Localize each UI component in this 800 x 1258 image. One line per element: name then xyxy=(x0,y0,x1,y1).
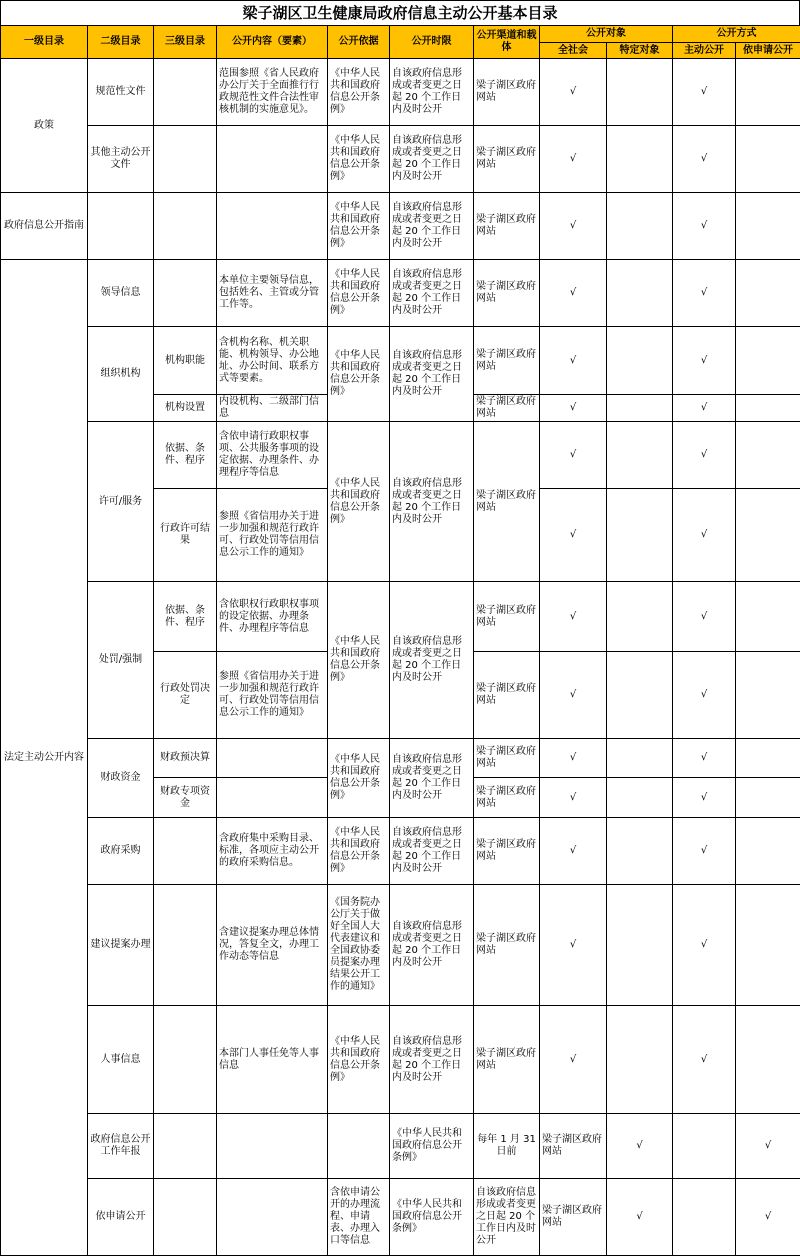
cell-channel: 梁子湖区政府网站 xyxy=(540,1114,607,1179)
table-row xyxy=(1,582,800,652)
cell-empty xyxy=(736,582,800,652)
cell-empty xyxy=(607,652,673,739)
cell-basis: 《中华人民共和国政府信息公开条例》 xyxy=(390,1179,474,1256)
cell-content: 参照《省信用办关于进一步加强和规范行政许可、行政处罚等信用信息公示工作的通知》 xyxy=(217,652,328,739)
header-method-active: 主动公开 xyxy=(673,43,736,59)
cell-content: 本部门人事任免等人事信息 xyxy=(217,1006,328,1114)
cell-time: 自该政府信息形成或者变更之日起 20 个工作日内及时公开 xyxy=(390,739,474,818)
header-object: 公开对象 xyxy=(540,26,673,43)
catalog-table xyxy=(0,25,800,1256)
cell-time: 自该政府信息形成或者变更之日起 20 个工作日内及时公开 xyxy=(390,126,474,193)
cell-content: 范围参照《省人民政府办公厅关于全面推行行政规范性文件合法性审核机制的实施意见》。 xyxy=(217,59,328,126)
table-row xyxy=(1,1114,800,1179)
check-mark: √ xyxy=(673,489,736,582)
cell-empty xyxy=(607,59,673,126)
header-basis: 公开依据 xyxy=(328,26,390,59)
cell-l3 xyxy=(154,59,217,126)
table-row xyxy=(1,818,800,885)
cell-time: 自该政府信息形成或者变更之日起 20 个工作日内及时公开 xyxy=(474,1179,540,1256)
cell-l2: 规范性文件 xyxy=(88,59,154,126)
cell-l3 xyxy=(154,818,217,885)
header-object-all: 全社会 xyxy=(540,43,607,59)
cell-content: 含依申请行政职权事项、公共服务事项的设定依据、办理条件、办理程序等信息 xyxy=(217,422,328,489)
cell-channel: 梁子湖区政府网站 xyxy=(540,1179,607,1256)
check-mark: √ xyxy=(673,1006,736,1114)
table-row xyxy=(1,1006,800,1114)
cell-empty xyxy=(607,778,673,818)
check-mark: √ xyxy=(673,739,736,778)
cell-empty xyxy=(736,818,800,885)
cell-basis: 《中华人民共和国政府信息公开条例》 xyxy=(328,327,390,422)
check-mark: √ xyxy=(540,582,607,652)
cell-basis: 《中华人民共和国政府信息公开条例》 xyxy=(390,1114,474,1179)
cell-empty xyxy=(736,739,800,778)
check-mark: √ xyxy=(540,652,607,739)
cell-time: 自该政府信息形成或者变更之日起 20 个工作日内及时公开 xyxy=(390,818,474,885)
cell-l2: 组织机构 xyxy=(88,327,154,422)
cell-l1: 法定主动公开内容 xyxy=(1,260,88,1256)
cell-l3: 依据、条件、程序 xyxy=(154,422,217,489)
cell-l3 xyxy=(154,885,217,1006)
cell-channel: 梁子湖区政府网站 xyxy=(474,327,540,395)
cell-basis: 《中华人民共和国政府信息公开条例》 xyxy=(328,422,390,582)
cell-empty xyxy=(736,885,800,1006)
cell-empty xyxy=(607,193,673,260)
cell-l3 xyxy=(154,260,217,327)
cell-basis: 《中华人民共和国政府信息公开条例》 xyxy=(328,193,390,260)
cell-empty xyxy=(736,1006,800,1114)
cell-content xyxy=(217,126,328,193)
cell-empty xyxy=(736,489,800,582)
cell-content xyxy=(217,778,328,818)
cell-l3: 机构职能 xyxy=(154,327,217,395)
cell-empty xyxy=(607,126,673,193)
cell-l2: 领导信息 xyxy=(88,260,154,327)
check-mark: √ xyxy=(540,126,607,193)
check-mark: √ xyxy=(540,739,607,778)
check-mark: √ xyxy=(673,193,736,260)
cell-l3: 财政预决算 xyxy=(154,739,217,778)
check-mark: √ xyxy=(540,778,607,818)
table-row xyxy=(1,260,800,327)
cell-channel: 梁子湖区政府网站 xyxy=(474,1006,540,1114)
check-mark: √ xyxy=(673,885,736,1006)
cell-empty xyxy=(736,778,800,818)
cell-empty xyxy=(607,582,673,652)
cell-l2: 人事信息 xyxy=(88,1006,154,1114)
cell-empty xyxy=(607,422,673,489)
table-row xyxy=(1,327,800,395)
cell-time: 自该政府信息形成或者变更之日起 20 个工作日内及时公开 xyxy=(390,260,474,327)
cell-l3 xyxy=(154,193,217,260)
cell-time: 自该政府信息形成或者变更之日起 20 个工作日内及时公开 xyxy=(390,59,474,126)
cell-empty xyxy=(673,1179,736,1256)
check-mark: √ xyxy=(673,582,736,652)
cell-channel: 梁子湖区政府网站 xyxy=(474,818,540,885)
cell-content xyxy=(328,1114,390,1179)
cell-content: 参照《省信用办关于进一步加强和规范行政许可、行政处罚等信用信息公示工作的通知》 xyxy=(217,489,328,582)
check-mark: √ xyxy=(673,126,736,193)
check-mark: √ xyxy=(673,59,736,126)
cell-time: 每年 1 月 31 日前 xyxy=(474,1114,540,1179)
cell-empty xyxy=(607,739,673,778)
check-mark: √ xyxy=(540,489,607,582)
cell-l1: 政府信息公开指南 xyxy=(1,193,88,260)
cell-content: 含依申请公开的办理流程、申请表、办理入口等信息 xyxy=(328,1179,390,1256)
cell-empty xyxy=(607,885,673,1006)
table-row xyxy=(1,193,800,260)
check-mark: √ xyxy=(673,395,736,422)
cell-channel: 梁子湖区政府网站 xyxy=(474,778,540,818)
check-mark: √ xyxy=(673,818,736,885)
check-mark: √ xyxy=(540,327,607,395)
cell-empty xyxy=(607,1006,673,1114)
header-l3: 三级目录 xyxy=(154,26,217,59)
cell-content: 含建议提案办理总体情况，答复全文，办理工作动态等信息 xyxy=(217,885,328,1006)
cell-basis: 《国务院办公厅关于做好全国人大代表建议和全国政协委员提案办理结果公开工作的通知》 xyxy=(328,885,390,1006)
cell-l2 xyxy=(154,1179,217,1256)
cell-l3 xyxy=(154,1006,217,1114)
cell-l2: 许可/服务 xyxy=(88,422,154,582)
check-mark: √ xyxy=(540,395,607,422)
header-channel: 公开渠道和载体 xyxy=(474,26,540,59)
table-row xyxy=(1,885,800,1006)
cell-l3 xyxy=(217,1114,328,1179)
check-mark: √ xyxy=(736,1179,800,1256)
cell-empty xyxy=(607,260,673,327)
cell-basis: 《中华人民共和国政府信息公开条例》 xyxy=(328,260,390,327)
header-l1: 一级目录 xyxy=(1,26,88,59)
cell-empty xyxy=(736,652,800,739)
cell-empty xyxy=(736,193,800,260)
check-mark: √ xyxy=(540,193,607,260)
cell-time: 自该政府信息形成或者变更之日起 20 个工作日内及时公开 xyxy=(390,885,474,1006)
cell-empty xyxy=(736,395,800,422)
cell-content: 含政府集中采购目录、标准，各项应主动公开的政府采购信息。 xyxy=(217,818,328,885)
cell-l2 xyxy=(154,1114,217,1179)
table-row xyxy=(1,422,800,489)
cell-l3 xyxy=(217,1179,328,1256)
cell-time: 自该政府信息形成或者变更之日起 20 个工作日内及时公开 xyxy=(390,193,474,260)
header-time: 公开时限 xyxy=(390,26,474,59)
header-method: 公开方式 xyxy=(673,26,800,43)
check-mark: √ xyxy=(540,885,607,1006)
cell-l3: 行政许可结果 xyxy=(154,489,217,582)
check-mark: √ xyxy=(673,778,736,818)
cell-channel: 梁子湖区政府网站 xyxy=(474,422,540,582)
cell-empty xyxy=(736,260,800,327)
cell-l3: 机构设置 xyxy=(154,395,217,422)
cell-l3 xyxy=(154,126,217,193)
cell-empty xyxy=(607,395,673,422)
check-mark: √ xyxy=(540,260,607,327)
header-row xyxy=(1,26,800,43)
cell-l2: 其他主动公开文件 xyxy=(88,126,154,193)
cell-empty xyxy=(736,422,800,489)
cell-time: 自该政府信息形成或者变更之日起 20 个工作日内及时公开 xyxy=(390,582,474,739)
page-title: 梁子湖区卫生健康局政府信息主动公开基本目录 xyxy=(0,0,800,25)
check-mark: √ xyxy=(736,1114,800,1179)
cell-time: 自该政府信息形成或者变更之日起 20 个工作日内及时公开 xyxy=(390,422,474,582)
cell-l3: 依据、条件、程序 xyxy=(154,582,217,652)
cell-empty xyxy=(736,327,800,395)
cell-empty xyxy=(673,1114,736,1179)
check-mark: √ xyxy=(540,1006,607,1114)
header-object-specific: 特定对象 xyxy=(607,43,673,59)
cell-channel: 梁子湖区政府网站 xyxy=(474,885,540,1006)
cell-l3: 行政处罚决定 xyxy=(154,652,217,739)
cell-time: 自该政府信息形成或者变更之日起 20 个工作日内及时公开 xyxy=(390,1006,474,1114)
cell-empty xyxy=(607,818,673,885)
check-mark: √ xyxy=(673,422,736,489)
header-l2: 二级目录 xyxy=(88,26,154,59)
cell-basis: 《中华人民共和国政府信息公开条例》 xyxy=(328,739,390,818)
cell-l2 xyxy=(88,193,154,260)
cell-content: 内设机构、二级部门信息 xyxy=(217,395,328,422)
check-mark: √ xyxy=(607,1114,673,1179)
cell-channel: 梁子湖区政府网站 xyxy=(474,395,540,422)
table-row xyxy=(1,59,800,126)
cell-l2: 政府采购 xyxy=(88,818,154,885)
check-mark: √ xyxy=(540,818,607,885)
cell-channel: 梁子湖区政府网站 xyxy=(474,582,540,652)
table-row xyxy=(1,739,800,778)
cell-channel: 梁子湖区政府网站 xyxy=(474,739,540,778)
cell-basis: 《中华人民共和国政府信息公开条例》 xyxy=(328,59,390,126)
cell-basis: 《中华人民共和国政府信息公开条例》 xyxy=(328,818,390,885)
cell-l1: 政策 xyxy=(1,59,88,193)
cell-l3: 财政专项资金 xyxy=(154,778,217,818)
cell-l1: 依申请公开 xyxy=(88,1179,154,1256)
cell-l2: 财政资金 xyxy=(88,739,154,818)
cell-content: 含机构名称、机关职能、机构领导、办公地址、办公时间、联系方式等要素。 xyxy=(217,327,328,395)
cell-channel: 梁子湖区政府网站 xyxy=(474,126,540,193)
cell-empty xyxy=(607,489,673,582)
cell-content xyxy=(217,193,328,260)
check-mark: √ xyxy=(673,652,736,739)
cell-l2: 建议提案办理 xyxy=(88,885,154,1006)
cell-time: 自该政府信息形成或者变更之日起 20 个工作日内及时公开 xyxy=(390,327,474,422)
cell-channel: 梁子湖区政府网站 xyxy=(474,260,540,327)
cell-l1: 政府信息公开工作年报 xyxy=(88,1114,154,1179)
check-mark: √ xyxy=(540,422,607,489)
cell-empty xyxy=(607,327,673,395)
cell-empty xyxy=(736,126,800,193)
table-row xyxy=(1,1179,800,1256)
cell-basis: 《中华人民共和国政府信息公开条例》 xyxy=(328,1006,390,1114)
cell-l2: 处罚/强制 xyxy=(88,582,154,739)
cell-content: 本单位主要领导信息，包括姓名、主管或分管工作等。 xyxy=(217,260,328,327)
check-mark: √ xyxy=(540,59,607,126)
cell-content: 含依职权行政职权事项的设定依据、办理条件、办理程序等信息 xyxy=(217,582,328,652)
cell-empty xyxy=(736,59,800,126)
cell-channel: 梁子湖区政府网站 xyxy=(474,652,540,739)
check-mark: √ xyxy=(673,327,736,395)
header-content: 公开内容（要素） xyxy=(217,26,328,59)
cell-content xyxy=(217,739,328,778)
header-method-apply: 依申请公开 xyxy=(736,43,800,59)
check-mark: √ xyxy=(607,1179,673,1256)
cell-channel: 梁子湖区政府网站 xyxy=(474,59,540,126)
cell-basis: 《中华人民共和国政府信息公开条例》 xyxy=(328,126,390,193)
cell-channel: 梁子湖区政府网站 xyxy=(474,193,540,260)
cell-basis: 《中华人民共和国政府信息公开条例》 xyxy=(328,582,390,739)
check-mark: √ xyxy=(673,260,736,327)
table-row xyxy=(1,126,800,193)
